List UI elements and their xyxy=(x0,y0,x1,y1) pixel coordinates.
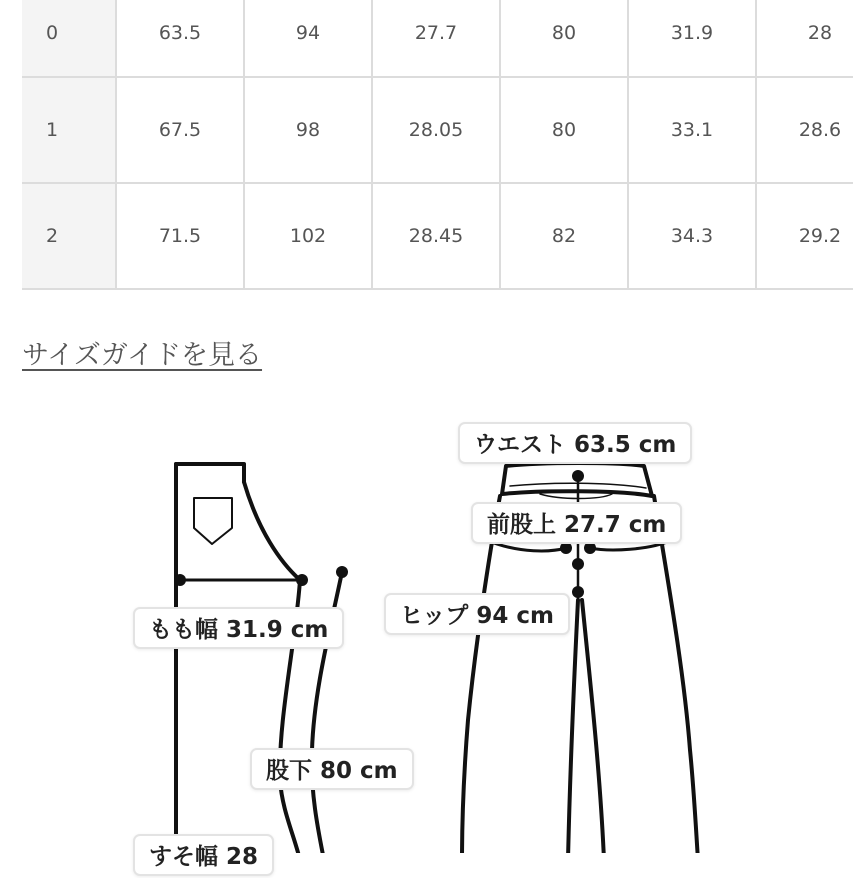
table-cell: 71.5 xyxy=(116,183,244,289)
front-view-right-inseam xyxy=(582,600,604,853)
table-cell: 31.9 xyxy=(628,0,756,77)
table-cell: 33.1 xyxy=(628,77,756,183)
side-view-front-curve xyxy=(244,482,300,853)
table-cell: 82 xyxy=(500,183,628,289)
size-table-container xyxy=(22,0,853,292)
measure-point xyxy=(336,566,348,578)
table-cell: 28 xyxy=(756,0,853,77)
table-cell: 94 xyxy=(244,0,372,77)
front-view-pocket-stitch xyxy=(540,494,612,499)
table-cell: 29.2 xyxy=(756,183,853,289)
measure-point xyxy=(572,558,584,570)
waist-label: ウエスト 63.5 cm xyxy=(458,422,692,464)
size-cell: 0 xyxy=(22,0,116,77)
table-cell: 34.3 xyxy=(628,183,756,289)
size-cell: 2 xyxy=(22,183,116,289)
table-cell: 28.45 xyxy=(372,183,500,289)
back-pocket-icon xyxy=(194,498,232,544)
front-view-left-outseam xyxy=(462,496,500,853)
table-cell: 27.7 xyxy=(372,0,500,77)
size-cell: 1 xyxy=(22,77,116,183)
front-rise-label: 前股上 27.7 cm xyxy=(471,502,682,544)
table-cell: 28.05 xyxy=(372,77,500,183)
measure-point xyxy=(572,586,584,598)
front-view-left-inseam xyxy=(568,600,578,853)
table-row xyxy=(22,0,853,77)
side-view-waistband xyxy=(176,464,244,482)
hip-label: ヒップ 94 cm xyxy=(384,593,570,635)
table-cell: 28.6 xyxy=(756,77,853,183)
table-cell: 63.5 xyxy=(116,0,244,77)
table-row xyxy=(22,183,853,289)
table-cell: 102 xyxy=(244,183,372,289)
table-row xyxy=(22,77,853,183)
table-cell: 98 xyxy=(244,77,372,183)
hem-label: すそ幅 28 xyxy=(133,834,274,876)
table-cell: 80 xyxy=(500,0,628,77)
front-view-right-outseam xyxy=(654,496,698,853)
measurement-diagram xyxy=(0,390,853,870)
measure-point xyxy=(174,574,186,586)
table-cell: 80 xyxy=(500,77,628,183)
inseam-label: 股下 80 cm xyxy=(250,748,414,790)
size-table xyxy=(22,0,853,290)
thigh-label: もも幅 31.9 cm xyxy=(133,607,344,649)
table-cell: 67.5 xyxy=(116,77,244,183)
size-guide-link[interactable]: サイズガイドを見る xyxy=(22,340,263,371)
measure-point xyxy=(296,574,308,586)
measure-point xyxy=(572,470,584,482)
